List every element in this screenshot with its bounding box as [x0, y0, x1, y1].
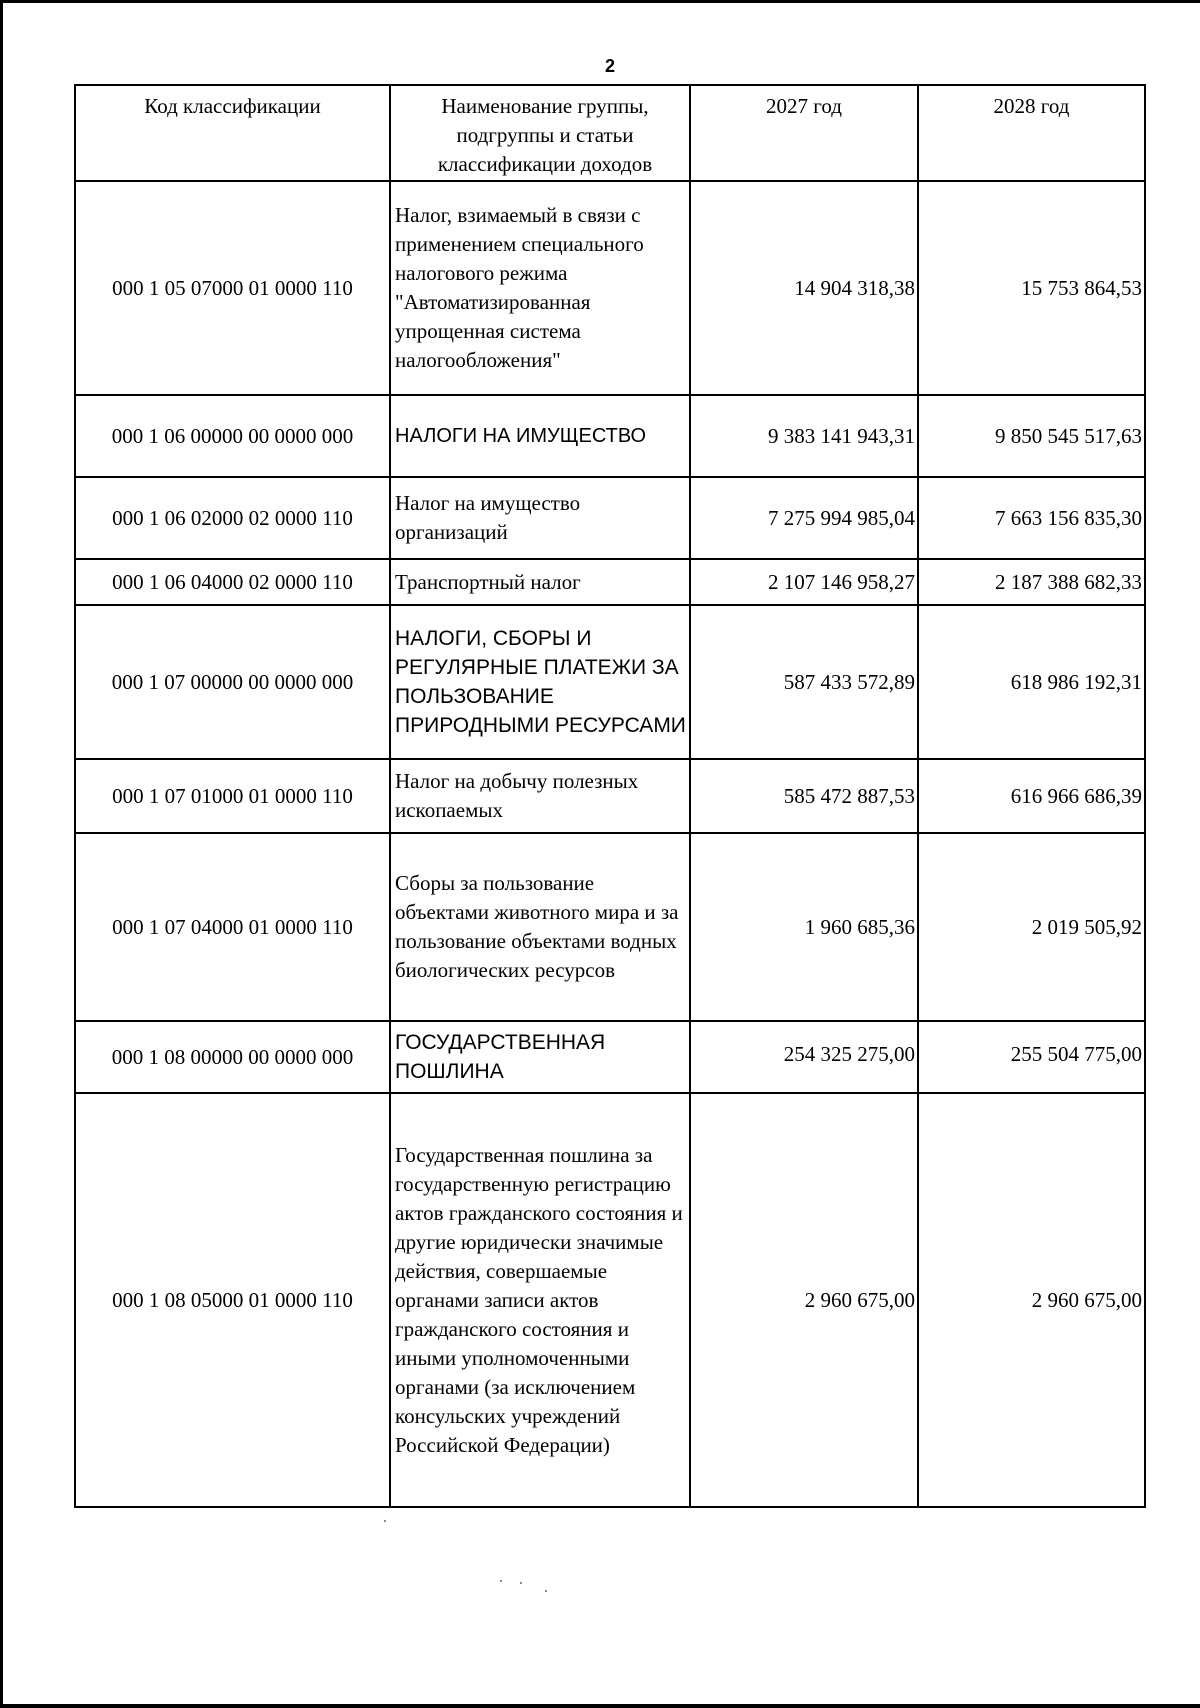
row-value-2027: 7 275 994 985,04	[690, 477, 918, 559]
row-value-2027: 2 107 146 958,27	[690, 559, 918, 605]
row-code: 000 1 07 04000 01 0000 110	[75, 833, 390, 1021]
row-name: Транспортный налог	[390, 559, 690, 605]
header-name: Наименование группы, подгруппы и статьи классификации доходов	[390, 85, 690, 181]
row-value-2028: 2 187 388 682,33	[918, 559, 1145, 605]
scan-border-top	[0, 0, 1200, 3]
row-value-2027: 9 383 141 943,31	[690, 395, 918, 477]
row-value-2028: 616 966 686,39	[918, 759, 1145, 833]
row-value-2028: 2 019 505,92	[918, 833, 1145, 1021]
header-code: Код классификации	[75, 85, 390, 181]
table-row	[75, 181, 1145, 395]
row-value-2028: 255 504 775,00	[918, 1021, 1145, 1093]
row-value-2027: 254 325 275,00	[690, 1021, 918, 1093]
header-year-2028: 2028 год	[918, 85, 1145, 181]
table-row	[75, 833, 1145, 1021]
row-name: Государственная пошлина за государственную регистрацию актов гражданского состояния и другие юридически значимые действия, совершаемые органами записи актов гражданского состояния и иными уполномоченными органами (за исключением консульских учреждений Российской Федерации)	[390, 1093, 690, 1507]
row-code: 000 1 05 07000 01 0000 110	[75, 181, 390, 395]
row-value-2028: 618 986 192,31	[918, 605, 1145, 759]
row-code: 000 1 07 00000 00 0000 000	[75, 605, 390, 759]
scan-speck	[520, 1582, 522, 1584]
table-row	[75, 395, 1145, 477]
table-row	[75, 559, 1145, 605]
row-name: Налог на добычу полезных ископаемых	[390, 759, 690, 833]
scan-speck	[500, 1580, 502, 1582]
row-value-2027: 587 433 572,89	[690, 605, 918, 759]
row-value-2027: 2 960 675,00	[690, 1093, 918, 1507]
header-year-2027: 2027 год	[690, 85, 918, 181]
row-code: 000 1 08 00000 00 0000 000	[75, 1021, 390, 1093]
row-value-2028: 9 850 545 517,63	[918, 395, 1145, 477]
revenue-table	[74, 84, 1146, 1508]
table-row	[75, 605, 1145, 759]
page-number: 2	[604, 56, 615, 76]
row-value-2028: 15 753 864,53	[918, 181, 1145, 395]
row-value-2028: 7 663 156 835,30	[918, 477, 1145, 559]
table-row	[75, 1021, 1145, 1093]
scan-border-bottom	[0, 1704, 1200, 1708]
row-name: Налог, взимаемый в связи с применением специального налогового режима "Автоматизированная упрощенная система налогообложения"	[390, 181, 690, 395]
scan-speck	[545, 1590, 547, 1592]
row-code: 000 1 06 00000 00 0000 000	[75, 395, 390, 477]
scan-border-left	[0, 0, 3, 1708]
table-row	[75, 1093, 1145, 1507]
table-header-row	[75, 85, 1145, 181]
row-name: Сборы за пользование объектами животного мира и за пользование объектами водных биологических ресурсов	[390, 833, 690, 1021]
row-value-2028: 2 960 675,00	[918, 1093, 1145, 1507]
scan-speck	[384, 1520, 386, 1522]
row-name: НАЛОГИ НА ИМУЩЕСТВО	[390, 395, 690, 477]
row-name: ГОСУДАРСТВЕННАЯ ПОШЛИНА	[390, 1021, 690, 1093]
table-row	[75, 759, 1145, 833]
row-code: 000 1 06 04000 02 0000 110	[75, 559, 390, 605]
row-name: НАЛОГИ, СБОРЫ И РЕГУЛЯРНЫЕ ПЛАТЕЖИ ЗА ПОЛЬЗОВАНИЕ ПРИРОДНЫМИ РЕСУРСАМИ	[390, 605, 690, 759]
row-code: 000 1 06 02000 02 0000 110	[75, 477, 390, 559]
table-row	[75, 477, 1145, 559]
row-code: 000 1 07 01000 01 0000 110	[75, 759, 390, 833]
row-value-2027: 1 960 685,36	[690, 833, 918, 1021]
row-value-2027: 585 472 887,53	[690, 759, 918, 833]
row-value-2027: 14 904 318,38	[690, 181, 918, 395]
row-code: 000 1 08 05000 01 0000 110	[75, 1093, 390, 1507]
row-name: Налог на имущество организаций	[390, 477, 690, 559]
